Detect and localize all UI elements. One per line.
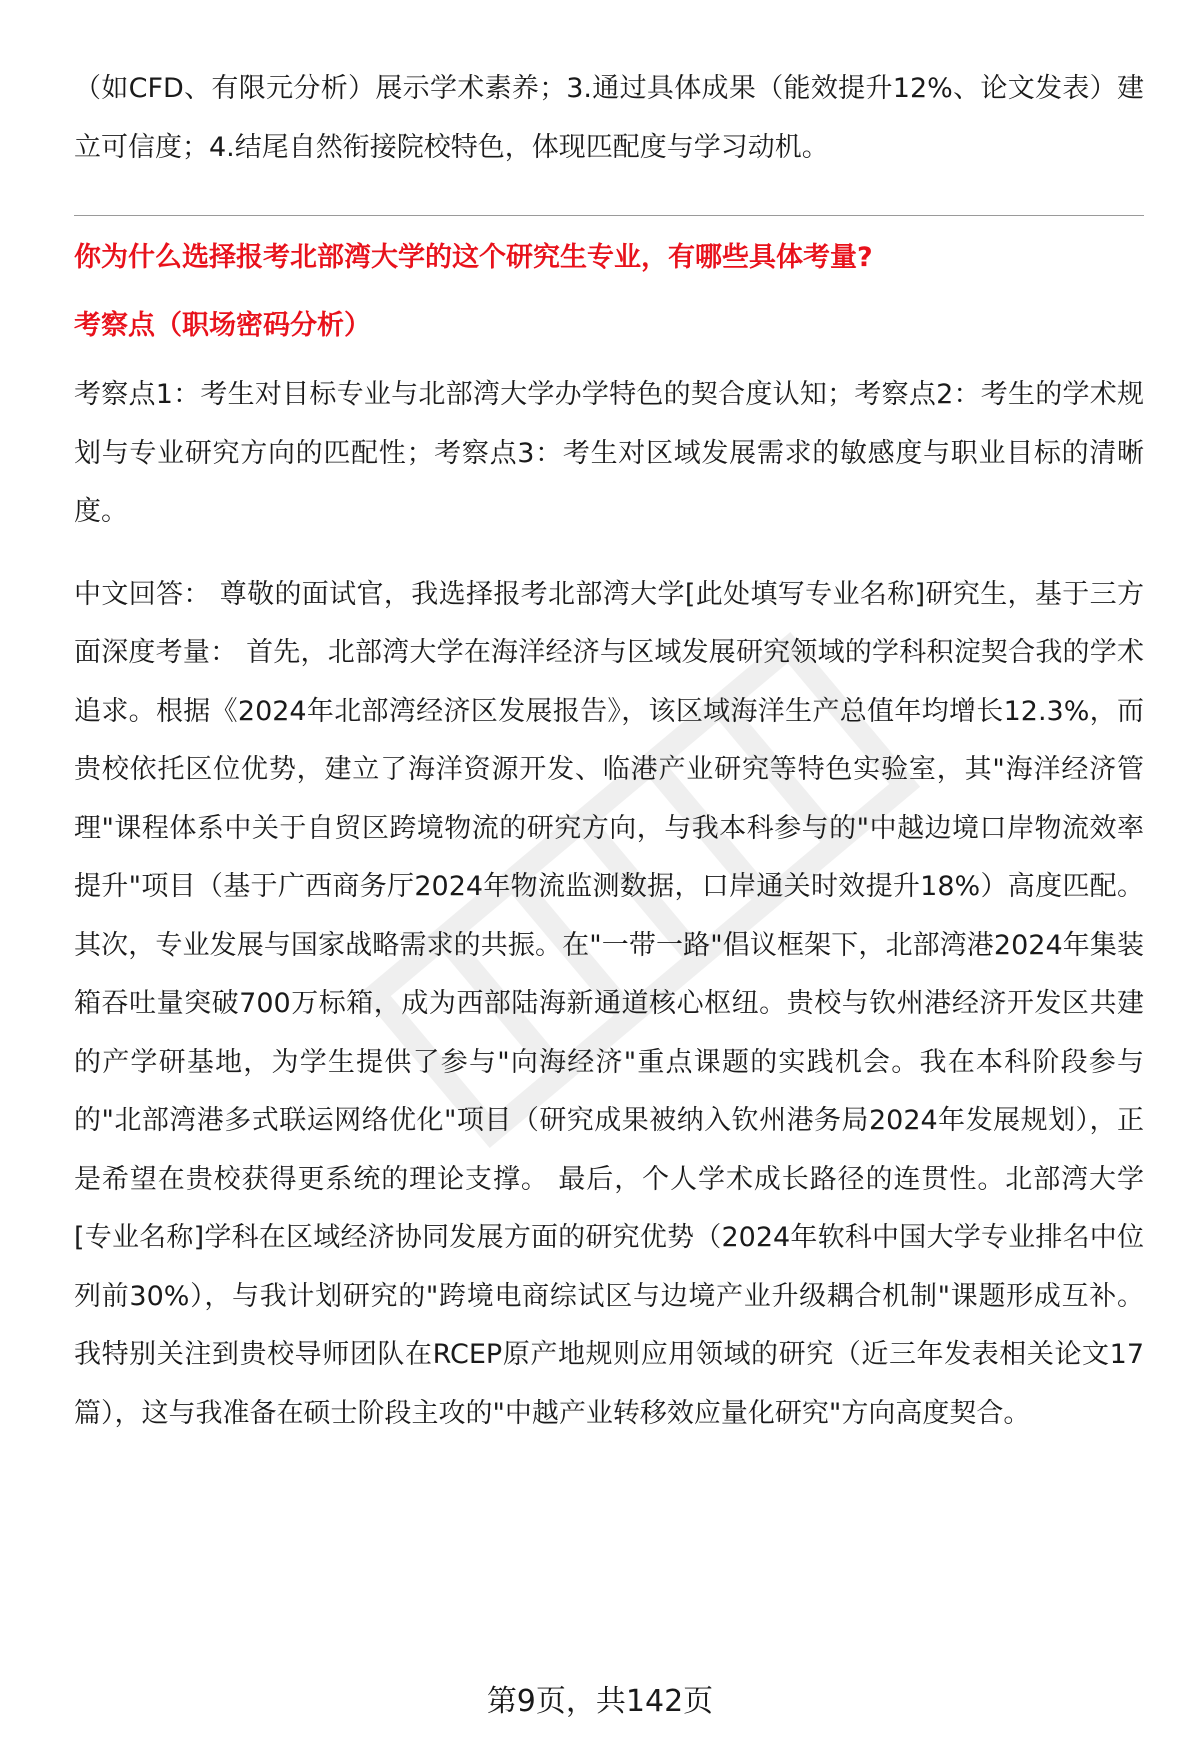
- analysis-heading: 考察点（职场密码分析）: [74, 310, 371, 341]
- page-footer: 第9页，共142页: [486, 1684, 714, 1719]
- section-divider: [74, 215, 1144, 216]
- paragraph-gap: [74, 542, 1144, 566]
- intro-paragraph: （如CFD、有限元分析）展示学术素养；3.通过具体成果（能效提升12%、论文发表）建立可信度；4.结尾自然衔接院校特色，体现匹配度与学习动机。: [74, 73, 1144, 163]
- question-heading: 你为什么选择报考北部湾大学的这个研究生专业，有哪些具体考量?: [74, 242, 873, 273]
- document-page: [74, 60, 1144, 1443]
- analysis-paragraph: 考察点1：考生对目标专业与北部湾大学办学特色的契合度认知；考察点2：考生的学术规划与专业研究方向的匹配性；考察点3：考生对区域发展需求的敏感度与职业目标的清晰度。: [74, 379, 1144, 527]
- answer-paragraph: 中文回答： 尊敬的面试官，我选择报考北部湾大学[此处填写专业名称]研究生，基于三方面深度考量： 首先，北部湾大学在海洋经济与区域发展研究领域的学科积淀契合我的学术追求。根据《2024年北部湾经济区发展报告》，该区域海洋生产总值年均增长12.3%，而贵校依托区位优势，建立了海洋资源开发、临港产业研究等特色实验室，其"海洋经济管理"课程体系中关于自贸区跨境物流的研究方向，与我本科参与的"中越边境口岸物流效率提升"项目（基于广西商务厅2024年物流监测数据，口岸通关时效提升18%）高度匹配。 其次，专业发展与国家战略需求的共振。在"一带一路"倡议框架下，北部湾港2024年集装箱吞吐量突破700万标箱，成为西部陆海新通道核心枢纽。贵校与钦州港经济开发区共建的产学研基地，为学生提供了参与"向海经济"重点课题的实践机会。我在本科阶段参与的"北部湾港多式联运网络优化"项目（研究成果被纳入钦州港务局2024年发展规划），正是希望在贵校获得更系统的理论支撑。 最后，个人学术成长路径的连贯性。北部湾大学[专业名称]学科在区域经济协同发展方面的研究优势（2024年软科中国大学专业排名中位列前30%），与我计划研究的"跨境电商综试区与边境产业升级耦合机制"课题形成互补。我特别关注到贵校导师团队在RCEP原产地规则应用领域的研究（近三年发表相关论文17篇），这与我准备在硕士阶段主攻的"中越产业转移效应量化研究"方向高度契合。: [74, 578, 1144, 1429]
